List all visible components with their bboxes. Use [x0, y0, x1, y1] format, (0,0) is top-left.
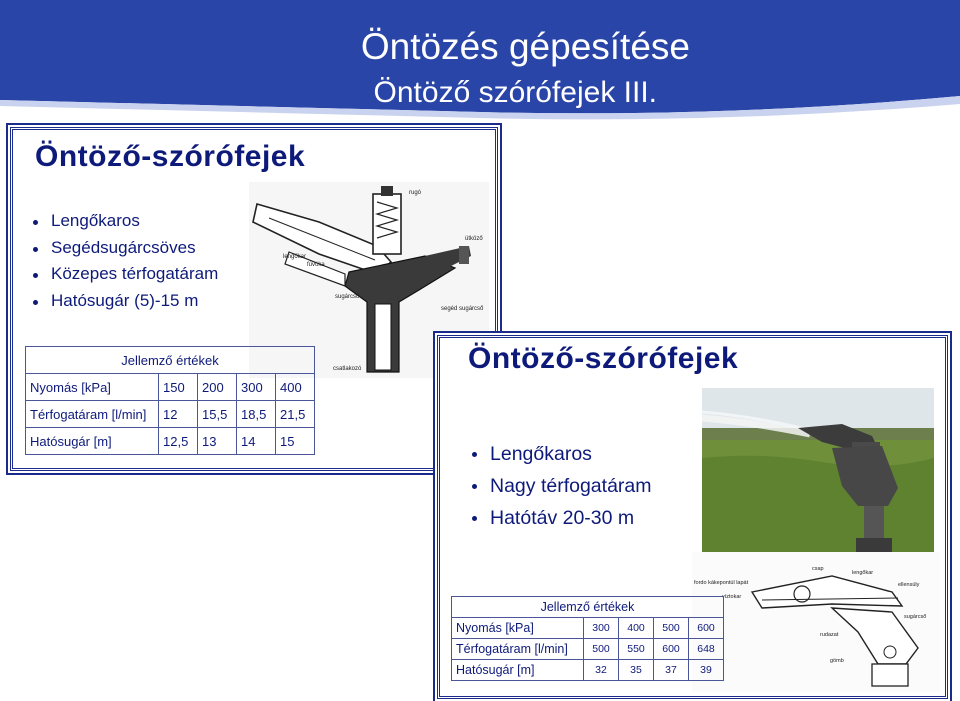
drawing-label: sugárcső	[904, 614, 927, 620]
row-label: Hatósugár [m]	[26, 428, 159, 455]
row-label: Térfogatáram [l/min]	[452, 639, 584, 660]
table-cell: 12,5	[159, 428, 198, 455]
table-cell: 200	[198, 374, 237, 401]
table-cell: 13	[198, 428, 237, 455]
feature-item: Lengőkaros	[29, 208, 218, 235]
feature-list	[29, 208, 218, 314]
feature-item: Lengőkaros	[468, 438, 652, 470]
sprinkler-field-photo	[702, 388, 934, 552]
table-row	[26, 374, 315, 401]
table-cell: 300	[237, 374, 276, 401]
table-row	[26, 401, 315, 428]
table-cell: 12	[159, 401, 198, 428]
table-cell: 550	[619, 639, 654, 660]
row-label: Nyomás [kPa]	[26, 374, 159, 401]
table-cell: 15,5	[198, 401, 237, 428]
row-label: Térfogatáram [l/min]	[26, 401, 159, 428]
drawing-label: gömb	[830, 658, 844, 664]
feature-item: Segédsugárcsöves	[29, 235, 218, 262]
drawing-label: fúvóka	[307, 262, 325, 268]
table-cell: 500	[584, 639, 619, 660]
table-cell: 39	[689, 660, 724, 681]
specs-table	[25, 346, 315, 455]
slide-title: Öntöző-szórófejek	[468, 342, 739, 375]
table-cell: 500	[654, 618, 689, 639]
table-row	[26, 428, 315, 455]
drawing-label: víztokar	[722, 594, 742, 600]
table-caption: Jellemző értékek	[26, 347, 315, 374]
drawing-label: ellensúly	[898, 582, 920, 588]
drawing-label: rudazat	[820, 632, 839, 638]
feature-item: Hatótáv 20-30 m	[468, 502, 652, 534]
table-cell: 21,5	[276, 401, 315, 428]
feature-item: Közepes térfogatáram	[29, 261, 218, 288]
drawing-label: lengőkar	[852, 570, 874, 576]
header-banner	[0, 0, 960, 120]
drawing-label: segéd sugárcső	[441, 306, 484, 312]
drawing-label: lengőkar	[283, 254, 307, 260]
page-subtitle: Öntöző szórófejek III.	[373, 76, 657, 109]
table-cell: 18,5	[237, 401, 276, 428]
table-cell: 648	[689, 639, 724, 660]
feature-item: Hatósugár (5)-15 m	[29, 288, 218, 315]
sprinkler-mechanism-drawing	[692, 552, 940, 692]
drawing-label: ütköző	[465, 236, 483, 242]
page-title: Öntözés gépesítése	[360, 26, 690, 67]
row-label: Nyomás [kPa]	[452, 618, 584, 639]
drawing-label: sugárcső	[335, 294, 360, 300]
table-cell: 300	[584, 618, 619, 639]
table-cell: 150	[159, 374, 198, 401]
table-row	[452, 639, 724, 660]
table-caption: Jellemző értékek	[452, 597, 724, 618]
table-cell: 35	[619, 660, 654, 681]
slide-panel-small-sprinkler	[10, 127, 498, 471]
table-cell: 15	[276, 428, 315, 455]
specs-table	[451, 596, 724, 681]
table-cell: 32	[584, 660, 619, 681]
table-cell: 600	[689, 618, 724, 639]
table-cell: 600	[654, 639, 689, 660]
drawing-label: rugó	[409, 190, 422, 196]
drawing-label: csap	[812, 566, 824, 572]
table-row	[452, 660, 724, 681]
slide-title: Öntöző-szórófejek	[35, 140, 306, 173]
table-row	[452, 618, 724, 639]
slide-panel-large-sprinkler	[437, 335, 948, 699]
drawing-label: fordo kákepontúl lapát	[694, 580, 749, 586]
table-cell: 37	[654, 660, 689, 681]
table-cell: 400	[619, 618, 654, 639]
table-cell: 400	[276, 374, 315, 401]
row-label: Hatósugár [m]	[452, 660, 584, 681]
table-cell: 14	[237, 428, 276, 455]
feature-list	[468, 438, 652, 534]
feature-item: Nagy térfogatáram	[468, 470, 652, 502]
drawing-label: csatlakozó	[333, 366, 362, 372]
